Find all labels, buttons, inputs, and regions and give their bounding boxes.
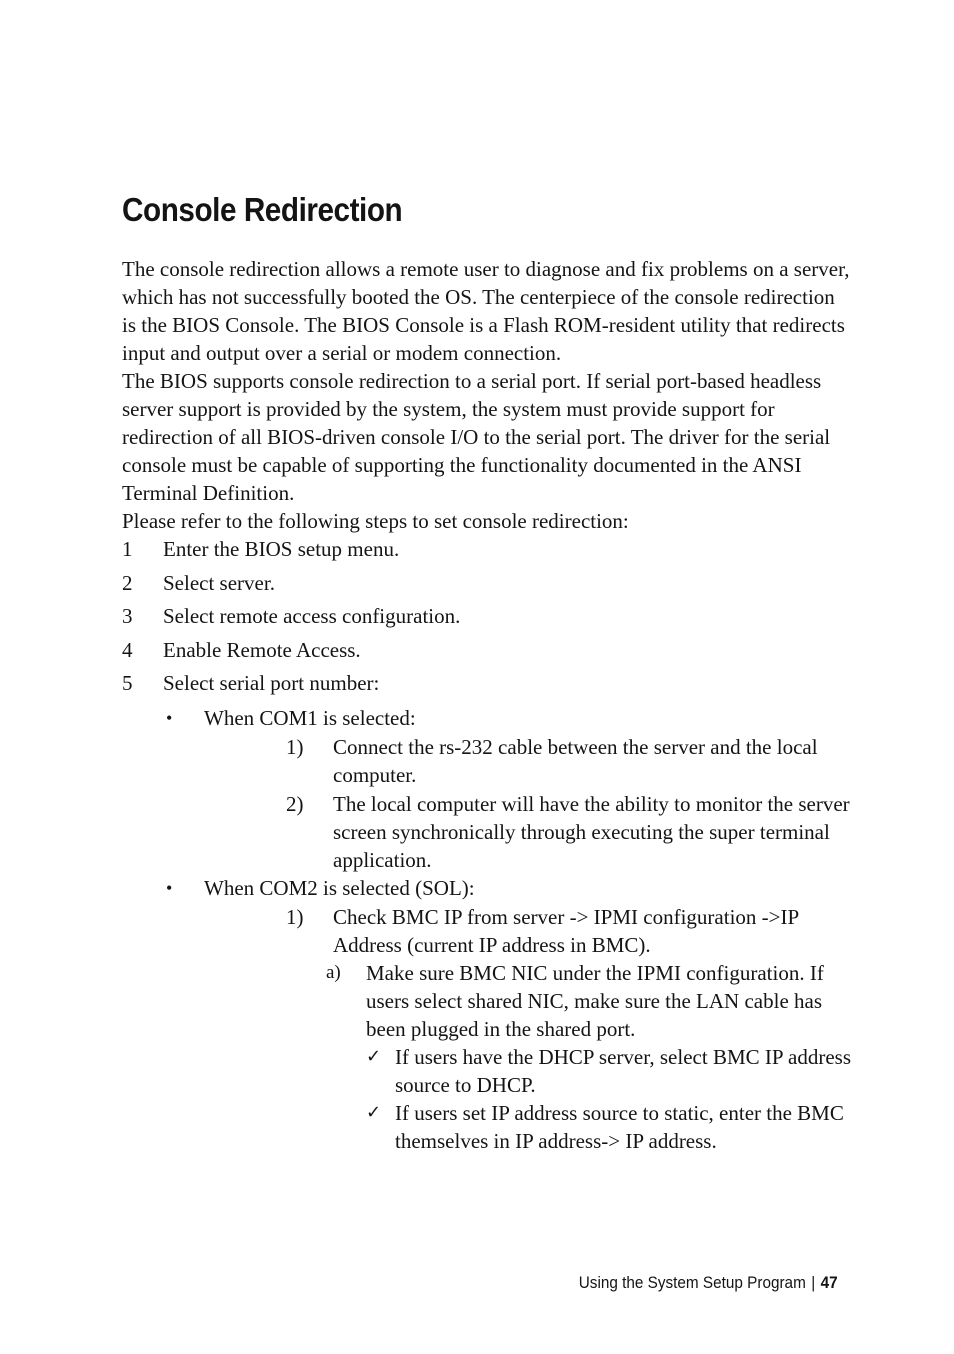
step-text: Enable Remote Access. [163, 637, 361, 662]
check-item [204, 1043, 852, 1099]
check-item [204, 1099, 852, 1155]
steps-intro: Please refer to the following steps to set console redirection: [122, 509, 629, 533]
item-number: 1) [286, 905, 304, 930]
page-footer [579, 1271, 838, 1295]
bullet-icon: • [166, 708, 173, 729]
com2-items [204, 903, 852, 959]
checkmark-icon: ✓ [366, 1046, 382, 1068]
step-item [122, 602, 852, 630]
com1-label: When COM1 is selected: [204, 706, 416, 731]
checkmark-icon: ✓ [366, 1102, 382, 1124]
step-number: 4 [122, 637, 133, 662]
step-text: Enter the BIOS setup menu. [163, 537, 400, 561]
steps-list [122, 535, 852, 697]
step-item [122, 669, 852, 697]
check-list [204, 1043, 852, 1155]
intro-paragraph: The BIOS supports console redirection to a serial port. If serial port-based headless server support is provided by the system, the system must provide support for redirection of all BIOS-driven console I/O to the serial port. The driver for the serial console must be capable of supporting the functionality documented in the ANSI Terminal Definition. [122, 369, 831, 505]
subitem-text: Make sure BMC NIC under the IPMI configuration. If users select shared NIC, make sure the LAN cable has been plugged in the shared port. [366, 961, 824, 1042]
item-number: 1) [286, 735, 304, 760]
com2-item [204, 903, 852, 959]
com2-option [122, 874, 852, 1155]
item-text: The local computer will have the ability to monitor the server screen synchronically through executing the super terminal application. [333, 792, 850, 873]
footer-separator: | [811, 1273, 816, 1292]
com1-item [204, 733, 852, 789]
com2-subitem [204, 959, 852, 1043]
port-options-list [122, 704, 852, 1155]
step-number: 3 [122, 604, 133, 629]
step-text: Select serial port number: [163, 671, 380, 696]
com1-items [204, 733, 852, 874]
subitem-letter: a) [326, 962, 341, 984]
com1-option [122, 704, 852, 874]
footer-section-title: Using the System Setup Program [579, 1273, 807, 1292]
step-item [122, 636, 852, 664]
step-item [122, 535, 852, 563]
com1-item [204, 790, 852, 874]
item-text: Check BMC IP from server -> IPMI configuration ->IP Address (current IP address in BMC). [333, 905, 799, 958]
step-number: 1 [122, 537, 133, 561]
item-text: Connect the rs-232 cable between the server and the local computer. [333, 735, 818, 788]
step-item [122, 569, 852, 597]
check-text: If users have the DHCP server, select BMC IP address source to DHCP. [395, 1045, 852, 1098]
step-number: 5 [122, 671, 133, 696]
com2-label: When COM2 is selected (SOL): [204, 876, 475, 901]
step-number: 2 [122, 570, 133, 595]
page-title: Console Redirection [122, 191, 403, 228]
com2-subitems [204, 959, 852, 1043]
document-body [122, 255, 852, 1155]
check-text: If users set IP address source to static, enter the BMC themselves in IP address-> IP address. [395, 1101, 844, 1154]
step-text: Select server. [163, 570, 275, 595]
bullet-icon: • [166, 878, 173, 899]
item-number: 2) [286, 792, 304, 817]
step-text: Select remote access configuration. [163, 604, 461, 629]
page-number: 47 [820, 1273, 838, 1292]
intro-paragraph: The console redirection allows a remote user to diagnose and fix problems on a server, which has not successfully booted the OS. The centerpiece of the console redirection is the BIOS Console. The BIOS Console is a Flash ROM-resident utility that redirects input and output over a serial or modem connection. [122, 257, 850, 365]
